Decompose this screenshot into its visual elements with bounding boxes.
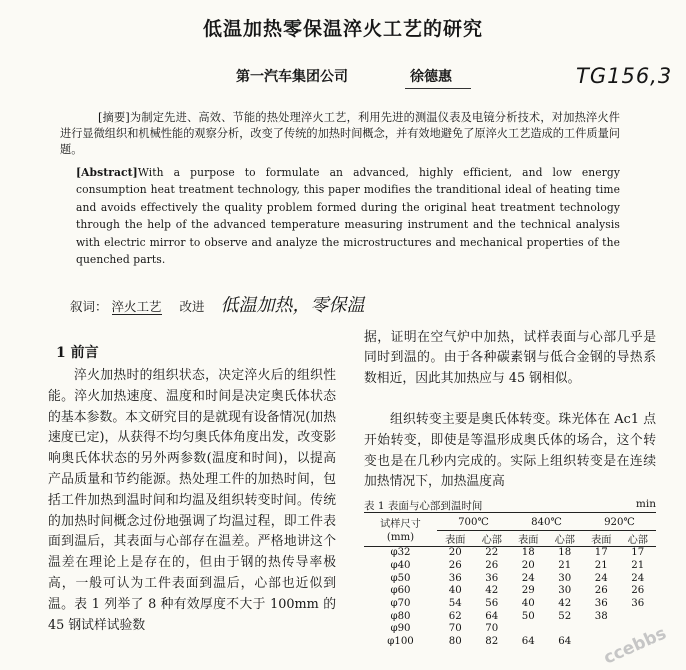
table-cell-time: 30 — [558, 572, 572, 584]
table-cell-time: 18 — [521, 547, 535, 559]
table-cell-time: 62 — [448, 610, 462, 622]
table-cell-time: 17 — [631, 547, 645, 559]
table-row — [364, 585, 656, 598]
table-cell-time: 26 — [631, 585, 645, 597]
table-cell-time: 20 — [521, 560, 535, 572]
table-cell-time: 70 — [448, 623, 462, 635]
table-cell-time — [583, 623, 620, 636]
table-cell-size: φ32 — [390, 547, 411, 559]
table-row — [364, 623, 656, 636]
table-cell-time: 26 — [485, 560, 499, 572]
table-cell-time: 82 — [485, 636, 499, 648]
table-cell-time: 36 — [448, 572, 462, 584]
table-cell-time: 21 — [558, 560, 572, 572]
table-cell-time: 42 — [485, 585, 499, 597]
table-cell-size: φ50 — [390, 572, 411, 584]
abstract-english-text: With a purpose to formulate an advanced, highly efficient, and low energy consumption heat treatment technology, this paper modifies the tranditional ideal of heating time and avoids effectively the quality problem formed during the original heat treatment technology through the help of the advanced temperature measuring instrument and the technical analysis with electric mirror to observe and analyze the microstructures and mechanical properties of the quenched parts. — [76, 166, 620, 267]
table-header-size: 试样尺寸 — [380, 519, 421, 530]
keywords-label: 叙词： — [70, 299, 108, 314]
table-header-700: 700℃ — [437, 513, 510, 530]
handwritten-classification-code: TG156,3 — [576, 64, 673, 88]
table-cell-time: 40 — [448, 585, 462, 597]
body-text-right-column-1: 据，证明在空气炉中加热，试样表面与心部几乎是同时到温的。由于各种碳素钢与低合金钢的导热系数相近，因此其加热应与 45 钢相似。 — [364, 330, 656, 386]
table-cell-time: 36 — [594, 598, 608, 610]
table-cell-time: 50 — [521, 610, 535, 622]
table-body — [364, 546, 656, 648]
table-row — [364, 572, 656, 585]
table-cell-time: 70 — [485, 623, 499, 635]
body-text-right-column-2: 组织转变主要是奥氏体转变。珠光体在 Ac1 点开始转变，即使是等温形成奥氏体的场合，这个转变也是在几秒内完成的。实际上组织转变是在连续加热情况下，加热温度高 — [364, 412, 656, 490]
table-cell-time: 24 — [631, 572, 645, 584]
table-cell-time: 21 — [631, 560, 645, 572]
table-caption-text: 表 1 表面与心部到温时间 — [364, 500, 483, 512]
table-cell-time: 42 — [558, 598, 572, 610]
watermark-logo: ccebbs — [600, 623, 670, 669]
table-cell-time: 18 — [558, 547, 572, 559]
table-cell-time — [620, 610, 657, 623]
table-cell-time — [547, 623, 584, 636]
table-cell-time: 26 — [448, 560, 462, 572]
author-name: 徐德惠 — [410, 69, 452, 85]
organization: 第一汽车集团公司 — [236, 69, 348, 85]
paper-title: 低温加热零保温淬火工艺的研究 — [202, 18, 483, 40]
table-cell-time: 80 — [448, 636, 462, 648]
table-cell-time: 64 — [485, 610, 499, 622]
table-cell-time: 30 — [558, 585, 572, 597]
abstract-english-label: [Abstract] — [76, 166, 138, 179]
table-subheader: 表面 — [510, 530, 547, 546]
keywords-line — [70, 291, 365, 317]
table-subheader: 心部 — [474, 530, 511, 546]
table-cell-time: 22 — [485, 547, 499, 559]
table-cell-size: φ80 — [390, 610, 411, 622]
table-unit: min — [635, 498, 656, 510]
table-header-size-unit: (mm) — [364, 530, 437, 546]
table-row — [364, 610, 656, 623]
table-cell-time: 64 — [558, 636, 572, 648]
table-row — [364, 546, 656, 559]
table-row — [364, 559, 656, 572]
table-subheader: 心部 — [620, 530, 657, 546]
keyword-improve: 改进 — [179, 299, 205, 314]
table-cell-time: 52 — [558, 610, 572, 622]
table-cell-size: φ90 — [390, 623, 411, 635]
body-text-left-column: 淬火加热时的组织状态，决定淬火后的组织性能。淬火加热速度、温度和时间是决定奥氏体状态的基本参数。本文研究目的是就现有设备情况(加热速度已定)，从获得不均匀奥氏体角度出发，改变影响奥氏体状态的另外两参数(温度和时间)，以提高产品质量和节约能源。热处理工件的加热时间，包括工件加热到温时间和均温及组织转变时间。传统的加热时间概念过份地强调了均温过程，即工件表面到温后，其表面与心部存在温差。严格地讲这个温差在理论上是存在的，但由于钢的热传导率极高，一般可认为工件表面到温后，心部也近似到温。表 1 列举了 8 种有效厚度不大于 100mm 的 45 钢试样试验数 — [48, 368, 336, 633]
table-cell-time: 24 — [594, 572, 608, 584]
table-cell-time: 40 — [521, 598, 535, 610]
author-underline — [405, 88, 471, 89]
table-cell-size: φ70 — [390, 598, 411, 610]
table-cell-time: 20 — [448, 547, 462, 559]
table-subheader: 表面 — [583, 530, 620, 546]
table-cell-time — [510, 623, 547, 636]
table-cell-time: 29 — [521, 585, 535, 597]
table-cell-time: 56 — [485, 598, 499, 610]
table-cell-size: φ60 — [390, 585, 411, 597]
table-cell-time: 64 — [521, 636, 535, 648]
table-cell-size: φ40 — [390, 560, 411, 572]
table-cell-time: 26 — [594, 585, 608, 597]
table-cell-time: 17 — [594, 547, 608, 559]
abstract-chinese: [摘要]为制定先进、高效、节能的热处理淬火工艺，利用先进的测温仪表及电镜分析技术，对加热淬火件进行显微组织和机械性能的观察分析，改变了传统的加热时间概念，并有效地避免了原淬火工艺造成的工件质量问题。 — [60, 111, 620, 156]
keyword-quench-process: 淬火工艺 — [111, 299, 162, 314]
table-header-920: 920℃ — [583, 513, 656, 530]
table-subheader: 心部 — [547, 530, 584, 546]
table-subheader: 表面 — [437, 530, 474, 546]
table-cell-time: 36 — [631, 598, 645, 610]
table-header-840: 840℃ — [510, 513, 583, 530]
table-cell-time: 24 — [521, 572, 535, 584]
data-table — [364, 512, 656, 648]
table-cell-time: 21 — [594, 560, 608, 572]
abstract-english — [76, 164, 620, 268]
table-cell-time: 38 — [594, 610, 608, 622]
section-heading-intro: 1 前言 — [56, 345, 99, 361]
table-cell-time: 54 — [448, 598, 462, 610]
table-row — [364, 597, 656, 610]
keyword-handwritten: 低温加热，零保温 — [220, 295, 365, 316]
table-caption — [364, 498, 656, 513]
table-cell-size: φ100 — [387, 636, 414, 648]
table-cell-time: 36 — [485, 572, 499, 584]
